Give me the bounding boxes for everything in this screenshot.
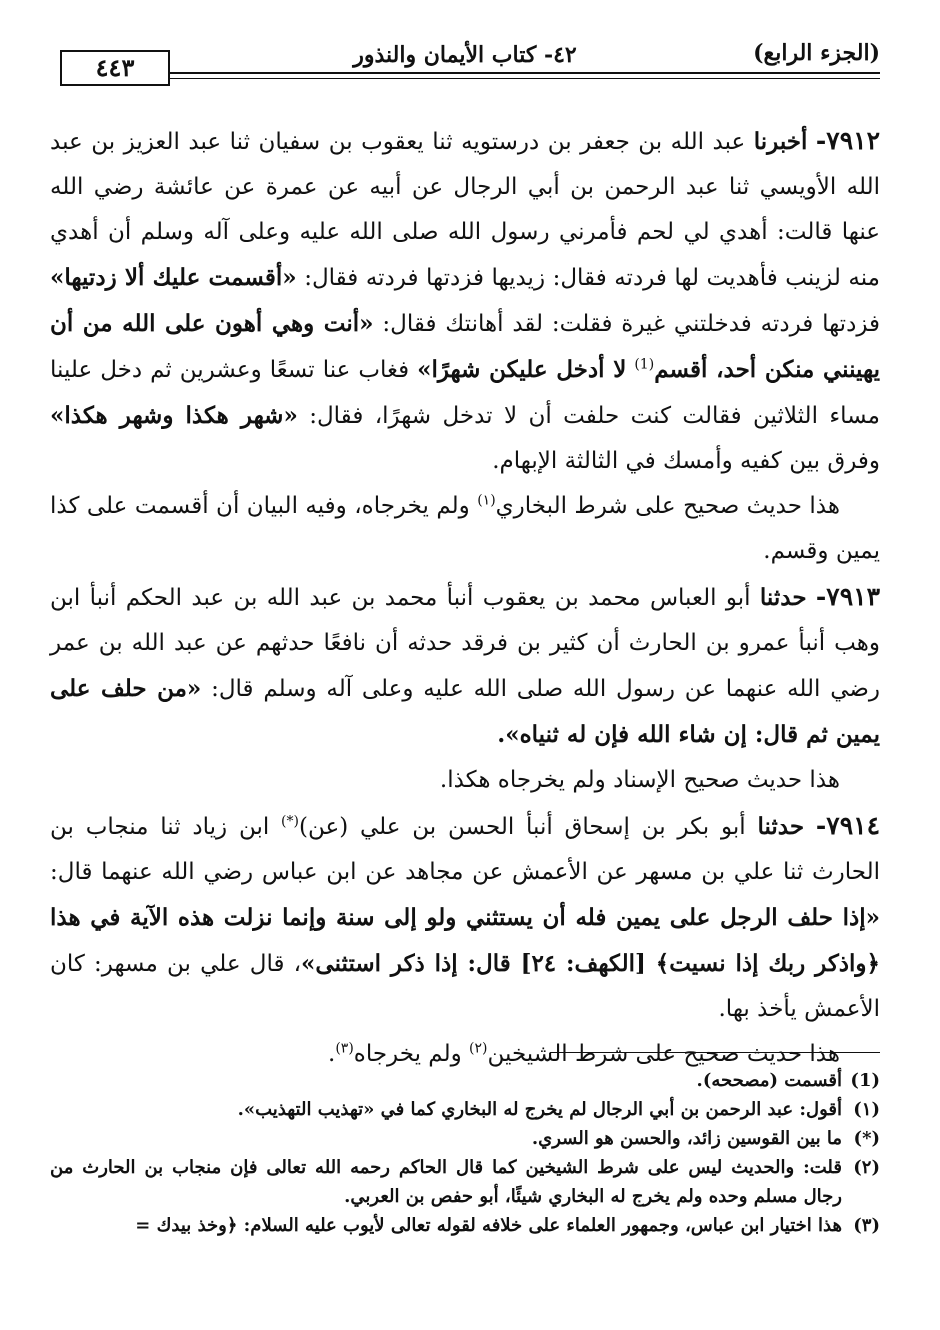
- grading-text: هذا حديث صحيح على شرط البخاري: [495, 493, 840, 519]
- hadith-number: ٧٩١٤-: [815, 811, 880, 840]
- footnotes: [50, 1066, 880, 1240]
- hadith-text: ابن زياد ثنا منجاب بن الحارث ثنا علي بن مسهر عن الأعمش عن مجاهد عن ابن عباس رضي الله عنهما قال:: [50, 814, 880, 885]
- volume-label: (الجزء الرابع): [753, 40, 880, 66]
- footnote: [50, 1066, 880, 1095]
- grading-7913: [50, 758, 880, 803]
- grading-text: هذا حديث صحيح على شرط الشيخين: [487, 1041, 840, 1067]
- chain-lead-word: حدثنا: [759, 584, 807, 611]
- hadith-text: فغاب عنا تسعًا وعشرين ثم دخل علينا مساء الثلاثين فقالت كنت حلفت أن لا تدخل شهرًا، فقال:: [50, 357, 880, 429]
- footnote-ref: (١): [477, 492, 496, 509]
- footnote-ref: (٢): [469, 1040, 488, 1057]
- footnote-text: أقول: عبد الرحمن بن أبي الرجال لم يخرج له البخاري كما في «تهذيب التهذيب».: [237, 1099, 842, 1120]
- footnote: [50, 1095, 880, 1124]
- main-text: [50, 118, 880, 1077]
- hadith-text: وفرق بين كفيه وأمسك في الثالثة الإبهام.: [492, 448, 880, 474]
- hadith-7914: [50, 803, 880, 1032]
- footnote-text: أقسمت (مصححه).: [696, 1070, 842, 1091]
- page-number: ٤٤٣: [60, 50, 170, 86]
- footnote: [50, 1124, 880, 1153]
- grading-text: هذا حديث صحيح الإسناد ولم يخرجاه هكذا.: [439, 767, 840, 793]
- footnote-mark: (٢): [853, 1157, 880, 1178]
- footnote-text: قلت: والحديث ليس على شرط الشيخين كما قال الحاكم رحمه الله تعالى فإن منجاب بن الحارث من رجال مسلم وحده ولم يخرج له البخاري شيئًا، أبو حفص بن العربي.: [50, 1157, 842, 1207]
- grading-text: ولم يخرجاه، وفيه البيان أن أقسمت على كذا يمين وقسم.: [50, 493, 880, 564]
- grading-text: ولم يخرجاه: [353, 1041, 462, 1067]
- footnote-text: هذا اختيار ابن عباس، وجمهور العلماء على خلافه لقوله تعالى لأيوب عليه السلام: ﴿وخذ بيدك =: [135, 1215, 842, 1236]
- footnote-mark: (*): [853, 1128, 880, 1149]
- hadith-7912: [50, 118, 880, 484]
- hadith-text: أبو العباس محمد بن يعقوب أنبأ محمد بن عبد الله بن عبد الحكم أنبأ ابن وهب أنبأ عمرو بن الحارث أن كثير بن فرقد حدثه أن نافعًا حدثهم عن عبد الله بن عمر رضي الله عنهما عن رسول الله صلى الله عليه وعلى آله وسلم قال:: [50, 585, 881, 702]
- footnote-ref: (*): [281, 813, 299, 830]
- footnote-mark: (1): [850, 1070, 880, 1091]
- header-rule-thin: [170, 78, 880, 79]
- footnote-separator: [550, 1052, 880, 1053]
- hadith-text: ، قال علي بن مسهر: كان الأعمش يأخذ بها.: [50, 951, 880, 1022]
- hadith-text: عبد الله بن جعفر بن درستويه ثنا يعقوب بن سفيان ثنا عبد العزيز بن عبد الله الأويسي ثنا عبد الرحمن بن أبي الرجال عن أبيه عن عمرة عن عائشة رضي الله عنها قالت: أهدي لي لحم فأمرني رسول الله صلى الله عليه وعلى آله وسلم أن أهدي منه لزينب فأهديت لها فردته فقال: زيديها فزدتها فردته فقال:: [50, 129, 880, 291]
- grading-7912: [50, 484, 880, 574]
- hadith-number: ٧٩١٣-: [815, 582, 880, 611]
- chain-lead-word: حدثنا: [757, 813, 805, 840]
- hadith-quote: لا أدخل عليكن شهرًا»: [417, 356, 627, 383]
- grading-text: .: [328, 1041, 336, 1067]
- hadith-7913: [50, 574, 880, 758]
- chapter-title: ٤٢- كتاب الأيمان والنذور: [353, 42, 577, 68]
- footnote-ref: (٣): [335, 1040, 354, 1057]
- hadith-text: أبو بكر بن إسحاق أنبأ الحسن بن علي (عن): [298, 814, 746, 840]
- footnote: [50, 1211, 880, 1240]
- hadith-quote: «من حلف على يمين ثم قال: إن شاء الله فإن له ثنياه».: [50, 675, 880, 748]
- footnote: [50, 1153, 880, 1211]
- hadith-quote: «شهر هكذا وشهر هكذا»: [50, 402, 298, 429]
- hadith-quote: «أقسمت عليك ألا زدتيها»: [50, 264, 297, 291]
- header-rule: [170, 72, 880, 74]
- running-header: [50, 38, 880, 88]
- hadith-quote: «أنت وهي أهون على الله من أن يهينني منكن أحد، أقسم: [50, 310, 881, 383]
- footnote-mark: (١): [853, 1099, 880, 1120]
- footnote-mark: (٣): [853, 1215, 880, 1236]
- footnote-text: ما بين القوسين زائد، والحسن هو السري.: [531, 1128, 842, 1149]
- footnote-ref: (1): [634, 356, 655, 373]
- hadith-number: ٧٩١٢-: [815, 126, 881, 155]
- hadith-quote: «إذا حلف الرجل على يمين فله أن يستثني ولو إلى سنة وإنما نزلت هذه الآية في هذا ﴿واذكر ربك إذا نسيت﴾ [الكهف: ٢٤] قال: إذا ذكر استثنى»: [50, 904, 880, 977]
- hadith-text: فزدتها فردته فدخلتني غيرة فقلت: لقد أهانتك فقال:: [382, 311, 881, 337]
- chain-lead-word: أخبرنا: [753, 128, 808, 155]
